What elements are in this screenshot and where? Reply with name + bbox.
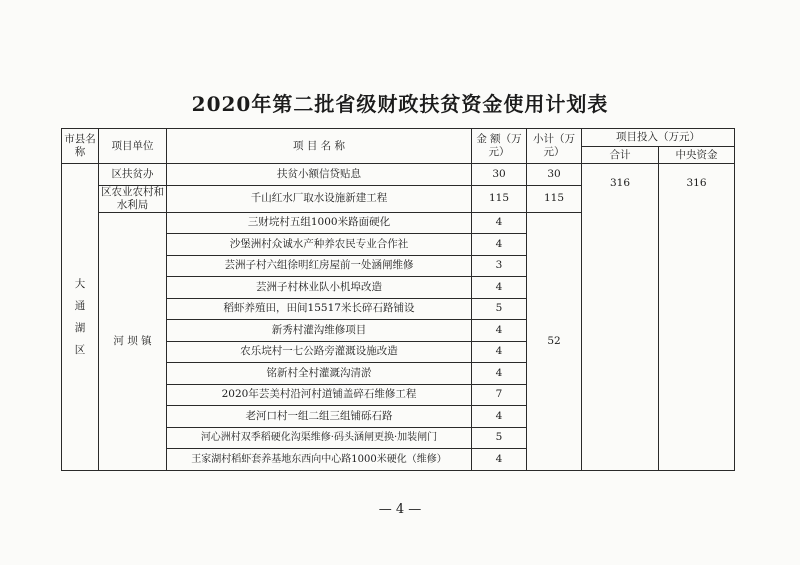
amount-cell: 4 xyxy=(472,320,527,342)
subtotal-cell: 115 xyxy=(527,185,582,212)
investment-total xyxy=(582,164,659,471)
unit-cell: 河 坝 镇 xyxy=(99,212,167,470)
county-char: 湖 xyxy=(74,321,86,334)
header-unit: 项目单位 xyxy=(99,129,167,164)
header-project: 项 目 名 称 xyxy=(167,129,472,164)
header-amount: 金 额（万元） xyxy=(472,129,527,164)
subtotal-cell: 30 xyxy=(527,164,582,186)
project-cell: 扶贫小额信贷贴息 xyxy=(167,164,472,186)
amount-cell: 4 xyxy=(472,212,527,234)
county-char: 通 xyxy=(74,299,86,312)
project-cell: 铭新村全村灌溉沟清淤 xyxy=(167,363,472,385)
amount-cell: 5 xyxy=(472,427,527,449)
header-row xyxy=(62,129,735,147)
project-cell: 农乐垸村一七公路旁灌溉设施改造 xyxy=(167,341,472,363)
unit-cell: 区农业农村和水利局 xyxy=(99,185,167,212)
project-cell: 河心洲村双季稻硬化沟渠维修·码头涵闸更换·加装闸门 xyxy=(167,427,472,449)
header-investment: 项目投入（万元） xyxy=(582,129,735,147)
investment-total-value: 316 xyxy=(609,177,631,189)
amount-cell: 4 xyxy=(472,277,527,299)
funding-plan-table xyxy=(61,128,735,471)
amount-cell: 4 xyxy=(472,363,527,385)
header-subtotal: 小计（万元） xyxy=(527,129,582,164)
project-cell: 芸洲子村林业队小机埠改造 xyxy=(167,277,472,299)
project-cell: 新秀村灌沟维修项目 xyxy=(167,320,472,342)
project-cell: 沙堡洲村众诚水产种养农民专业合作社 xyxy=(167,234,472,256)
investment-central xyxy=(659,164,735,471)
project-cell: 王家湖村稻虾套养基地东西向中心路1000米硬化（维修） xyxy=(167,449,472,471)
page-number: — 4 — xyxy=(378,502,422,517)
county-char: 大 xyxy=(74,277,86,290)
header-county: 市县名称 xyxy=(62,129,99,164)
amount-cell: 115 xyxy=(472,185,527,212)
header-central: 中央资金 xyxy=(659,147,735,164)
amount-cell: 4 xyxy=(472,449,527,471)
header-total: 合计 xyxy=(582,147,659,164)
project-cell: 老河口村一组二组三组铺砾石路 xyxy=(167,406,472,428)
amount-cell: 5 xyxy=(472,298,527,320)
subtotal-cell: 52 xyxy=(527,212,582,470)
amount-cell: 3 xyxy=(472,255,527,277)
amount-cell: 4 xyxy=(472,234,527,256)
project-cell: 芸洲子村六组徐明红房屋前一处涵闸维修 xyxy=(167,255,472,277)
unit-cell: 区扶贫办 xyxy=(99,164,167,186)
project-cell: 2020年芸美村沿河村道铺盖碎石维修工程 xyxy=(167,384,472,406)
page-title: 2020年第二批省级财政扶贫资金使用计划表 xyxy=(191,92,609,116)
amount-cell: 4 xyxy=(472,406,527,428)
county-char: 区 xyxy=(74,343,86,356)
amount-cell: 4 xyxy=(472,341,527,363)
investment-central-value: 316 xyxy=(686,177,707,189)
amount-cell: 30 xyxy=(472,164,527,186)
table-row xyxy=(62,164,735,186)
project-cell: 千山红水厂取水设施新建工程 xyxy=(167,185,472,212)
amount-cell: 7 xyxy=(472,384,527,406)
county-name xyxy=(62,164,99,471)
project-cell: 稻虾养殖田，田间15517米长碎石路铺设 xyxy=(167,298,472,320)
project-cell: 三财垸村五组1000米路面硬化 xyxy=(167,212,472,234)
